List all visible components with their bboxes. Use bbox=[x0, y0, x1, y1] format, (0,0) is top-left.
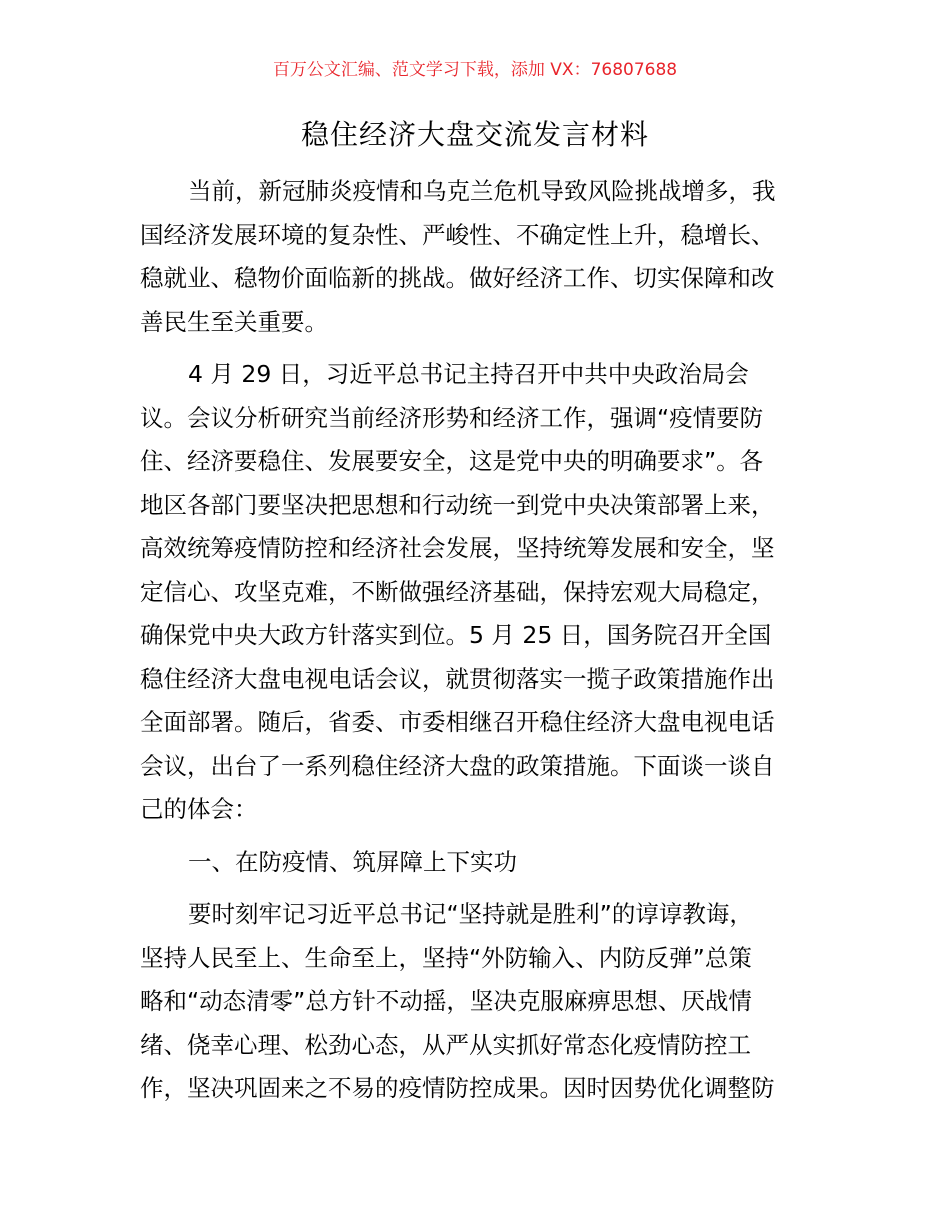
section-heading bbox=[140, 841, 820, 885]
text-line: 定信心、攻坚克难，不断做强经济基础，保持宏观大局稳定， bbox=[140, 577, 775, 606]
heading-line: 一、在防疫情、筑屏障上下实功 bbox=[188, 847, 517, 876]
text-line: 坚持人民至上、生命至上，坚持“外防输入、内防反弹”总策 bbox=[140, 943, 752, 972]
paragraph-spacer bbox=[140, 884, 820, 893]
text-line: 绪、侥幸心理、松劲心态，从严从实抓好常态化疫情防控工 bbox=[140, 1030, 751, 1059]
text-line: 住、经济要稳住、发展要安全，这是党中央的明确要求”。各 bbox=[140, 447, 764, 475]
text-line: 作，坚决巩固来之不易的疫情防控成果。因时因势优化调整防 bbox=[140, 1074, 775, 1102]
text-line: 议。会议分析研究当前经济形势和经济工作，强调“疫情要防 bbox=[140, 403, 764, 432]
watermark-banner: 百万公文汇编、范文学习下载，添加 VX：76807688 bbox=[272, 60, 678, 80]
text-line: 稳住经济大盘电视电话会议，就贯彻落实一揽子政策措施作出 bbox=[140, 664, 775, 693]
paragraph-meeting bbox=[140, 353, 820, 832]
text-line: 当前，新冠肺炎疫情和乌克兰危机导致风险挑战增多，我 bbox=[188, 177, 776, 205]
text-line: 略和“动态清零”总方针不动摇，坚决克服麻痹思想、厌战情 bbox=[140, 987, 752, 1015]
text-line: 善民生至关重要。 bbox=[140, 307, 328, 336]
text-line: 要时刻牢记习近平总书记“坚持就是胜利”的谆谆教诲， bbox=[188, 900, 753, 928]
paragraph-spacer bbox=[140, 344, 820, 353]
text-line: 国经济发展环境的复杂性、严峻性、不确定性上升，稳增长、 bbox=[140, 220, 775, 249]
document-title: 稳住经济大盘交流发言材料 bbox=[300, 118, 649, 151]
paragraph-spacer bbox=[140, 832, 820, 841]
text-line: 全面部署。随后，省委、市委相继召开稳住经济大盘电视电话 bbox=[140, 708, 775, 736]
text-line: 稳就业、稳物价面临新的挑战。做好经济工作、切实保障和改 bbox=[140, 264, 775, 292]
text-line: 会议，出台了一系列稳住经济大盘的政策措施。下面谈一谈自 bbox=[140, 751, 775, 780]
paragraph-intro bbox=[140, 170, 820, 344]
text-line: 高效统筹疫情防控和经济社会发展，坚持统筹发展和安全，坚 bbox=[140, 534, 775, 562]
text-line: 4 月 29 日，习近平总书记主持召开中共中央政治局会 bbox=[188, 360, 749, 388]
text-line: 地区各部门要坚决把思想和行动统一到党中央决策部署上来， bbox=[140, 490, 775, 519]
text-line: 己的体会： bbox=[140, 795, 258, 823]
text-line: 确保党中央大政方针落实到位。5 月 25 日，国务院召开全国 bbox=[140, 621, 772, 649]
paragraph-epidemic bbox=[140, 893, 820, 1111]
document-body bbox=[140, 170, 820, 1111]
